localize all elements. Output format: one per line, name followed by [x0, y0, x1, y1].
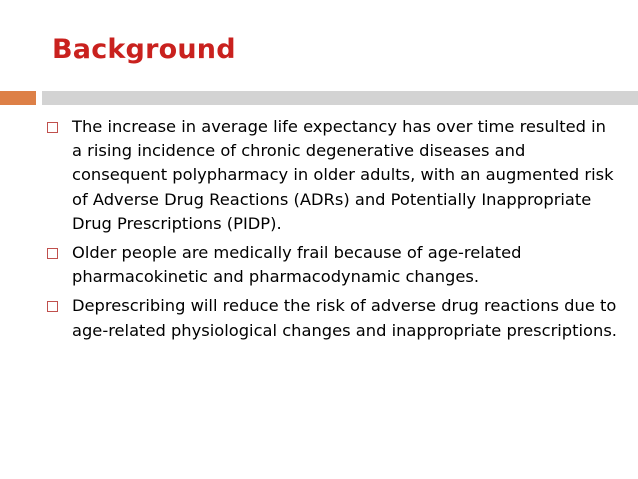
- bullet-item-deprescribing: [44, 294, 619, 342]
- bullet-item-life-expectancy: [44, 115, 619, 236]
- bullet-item-medically-frail: [44, 241, 619, 289]
- title-accent-bar: [0, 91, 36, 105]
- bullet-list: [44, 115, 619, 348]
- bullet-text: The increase in average life expectancy has over time resulted in a rising incidence of chronic degenerative diseases and consequent polypharmacy in older adults, with an augmented risk of Adverse Drug Reactions (ADRs) and Potentially Inappropriate Drug Prescriptions (PIDP).: [72, 117, 614, 233]
- bullet-text: Deprescribing will reduce the risk of adverse drug reactions due to age-related physiological changes and inappropriate prescriptions.: [72, 296, 617, 340]
- hollow-square-bullet-icon: [47, 248, 58, 259]
- bullet-text: Older people are medically frail because of age-related pharmacokinetic and pharmacodynamic changes.: [72, 243, 522, 287]
- hollow-square-bullet-icon: [47, 301, 58, 312]
- slide-title: Background: [52, 34, 236, 65]
- hollow-square-bullet-icon: [47, 122, 58, 133]
- title-divider-line: [42, 91, 638, 105]
